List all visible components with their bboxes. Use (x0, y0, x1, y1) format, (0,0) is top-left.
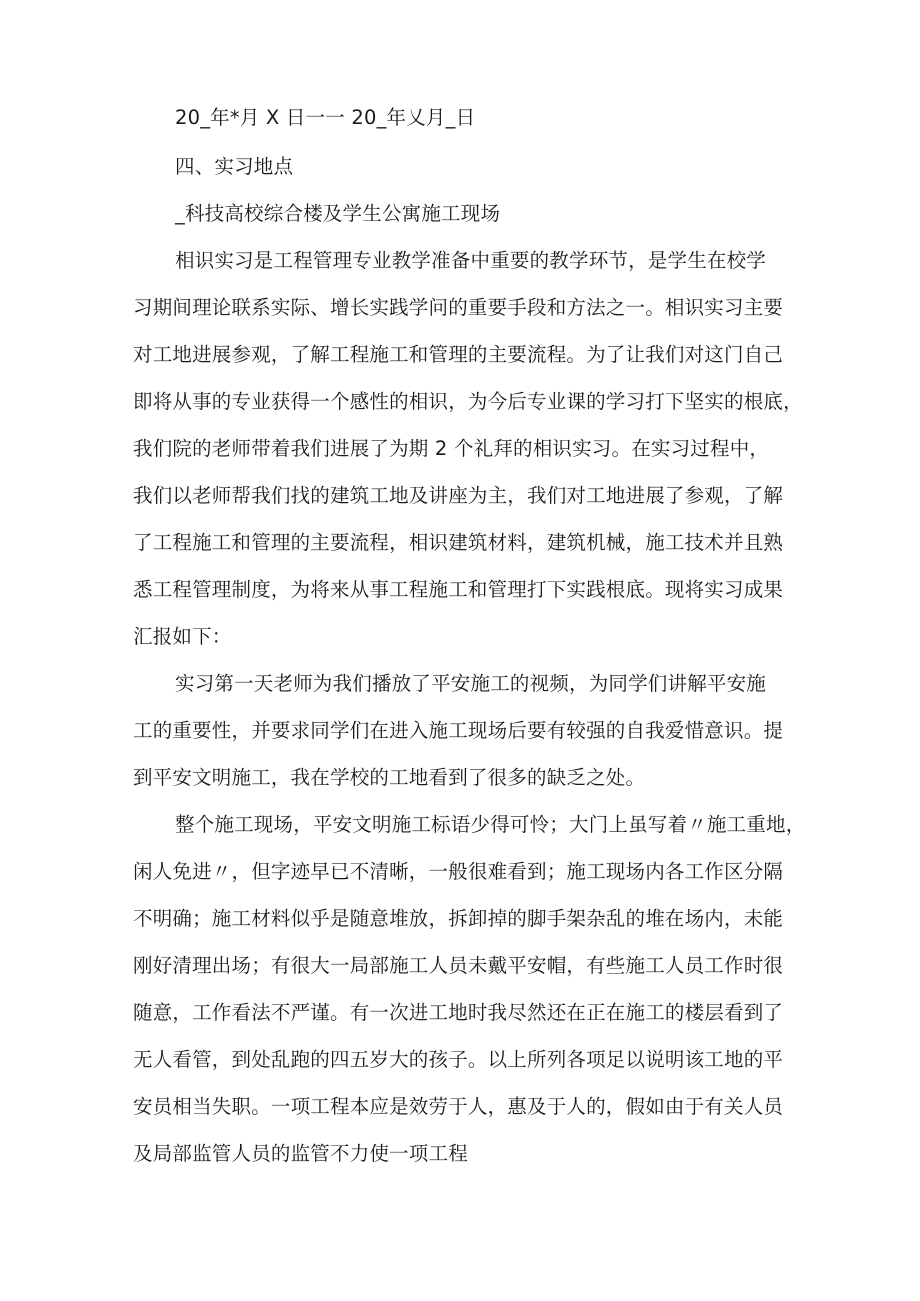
paragraph-line: 我们院的老师带着我们进展了为期 2 个礼拜的相识实习。在实习过程中， (133, 437, 770, 460)
paragraph-line: 悉工程管理制度，为将来从事工程施工和管理打下实践根底。现将实习成果 (133, 578, 784, 601)
paragraph-line: 随意，工作看法不严谨。有一次进工地时我尽然还在正在施工的楼层看到了 (133, 1001, 784, 1024)
paragraph-line: 整个施工现场，平安文明施工标语少得可怜；大门上虽写着〃施工重地， (175, 813, 806, 836)
paragraph-line: 无人看管，到处乱跑的四五岁大的孩子。以上所列各项足以说明该工地的平 (133, 1048, 784, 1071)
paragraph-3 (133, 801, 806, 1177)
paragraph-line: 汇报如下： (133, 625, 232, 648)
location-line: _科技高校综合楼及学生公寓施工现场 (175, 202, 501, 225)
document-body (133, 94, 806, 1177)
paragraph-line: 安员相当失职。一项工程本应是效劳于人，惠及于人的，假如由于有关人员 (133, 1095, 784, 1118)
paragraph-1 (133, 237, 803, 660)
paragraph-line: 不明确；施工材料似乎是随意堆放，拆卸掉的脚手架杂乱的堆在场内，未能 (133, 907, 784, 930)
paragraph-line: 习期间理论联系实际、增长实践学问的重要手段和方法之一。相识实习主要 (133, 296, 784, 319)
paragraph-line: 工的重要性，并要求同学们在进入施工现场后要有较强的自我爱惜意识。提 (133, 719, 784, 742)
paragraph-line: 实习第一天老师为我们播放了平安施工的视频，为同学们讲解平安施 (175, 672, 767, 695)
section-heading: 四、实习地点 (175, 155, 294, 178)
paragraph-line: 对工地进展参观，了解工程施工和管理的主要流程。为了让我们对这门自己 (133, 343, 784, 366)
paragraph-line: 了工程施工和管理的主要流程，相识建筑材料，建筑机械，施工技术并且熟 (133, 531, 784, 554)
paragraph-2 (133, 660, 795, 801)
paragraph-line: 到平安文明施工，我在学校的工地看到了很多的缺乏之处。 (133, 766, 646, 789)
date-range-line: 20_年*月 X 日一一 20_年乂月_日 (175, 106, 476, 129)
paragraph-line: 即将从事的专业获得一个感性的相识，为今后专业课的学习打下坚实的根底， (133, 390, 803, 413)
paragraph-line: 刚好清理出场；有很大一局部施工人员未戴平安帽，有些施工人员工作时很 (133, 954, 784, 977)
paragraph-line: 及局部监管人员的监管不力使一项工程 (133, 1142, 468, 1165)
paragraph-line: 相识实习是工程管理专业教学准备中重要的教学环节，是学生在校学 (175, 249, 767, 272)
paragraph-line: 我们以老师帮我们找的建筑工地及讲座为主，我们对工地进展了参观，了解 (133, 484, 784, 507)
paragraph-line: 闲人免进〃，但字迹早已不清晰，一般很难看到；施工现场内各工作区分隔 (133, 860, 784, 883)
